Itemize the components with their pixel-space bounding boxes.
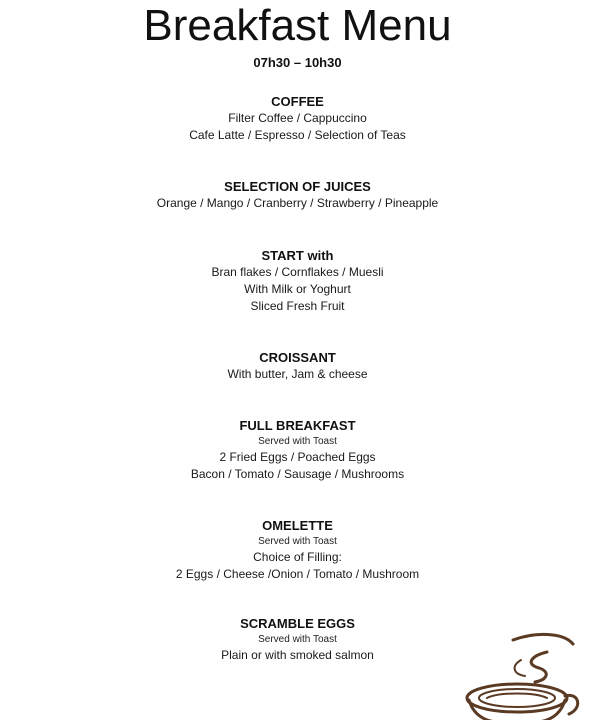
menu-item-line: 2 Eggs / Cheese /Onion / Tomato / Mushroom: [175, 567, 420, 581]
section-heading: OMELETTE: [262, 518, 333, 533]
menu-item-line: 2 Fried Eggs / Poached Eggs: [219, 450, 376, 464]
menu-item-line: Filter Coffee / Cappuccino: [228, 111, 367, 125]
coffee-cup-icon: [455, 630, 595, 720]
section-omelette: [0, 517, 595, 583]
menu-item-line: Plain or with smoked salmon: [221, 648, 374, 662]
section-croissant: [0, 349, 595, 383]
section-heading: SCRAMBLE EGGS: [240, 616, 355, 631]
section-heading: SELECTION OF JUICES: [224, 179, 371, 194]
section-start: [0, 247, 595, 315]
menu-item-line: Choice of Filling:: [253, 550, 342, 564]
faded-footer-text: [170, 711, 430, 720]
service-hours: 07h30 – 10h30: [253, 55, 342, 70]
menu-title: Breakfast Menu: [143, 1, 452, 50]
menu-item-line: Cafe Latte / Espresso / Selection of Teas: [189, 128, 406, 142]
served-with-note: Served with Toast: [258, 536, 337, 547]
served-with-note: Served with Toast: [258, 634, 337, 645]
section-coffee: [0, 93, 595, 144]
menu-item-line: Bacon / Tomato / Sausage / Mushrooms: [190, 467, 405, 481]
section-heading: FULL BREAKFAST: [239, 418, 356, 433]
section-heading: CROISSANT: [259, 350, 336, 365]
served-with-note: Served with Toast: [258, 436, 337, 447]
section-juices: [0, 178, 595, 212]
menu-item-line: With butter, Jam & cheese: [227, 367, 368, 381]
menu-item-line: Bran flakes / Cornflakes / Muesli: [211, 265, 384, 279]
section-heading: COFFEE: [271, 94, 324, 109]
menu-item-line: Orange / Mango / Cranberry / Strawberry / Pineapple: [156, 196, 439, 210]
section-full-breakfast: [0, 417, 595, 483]
section-heading: START with: [261, 248, 334, 263]
menu-item-line: With Milk or Yoghurt: [244, 282, 351, 296]
menu-item-line: Sliced Fresh Fruit: [250, 299, 345, 313]
